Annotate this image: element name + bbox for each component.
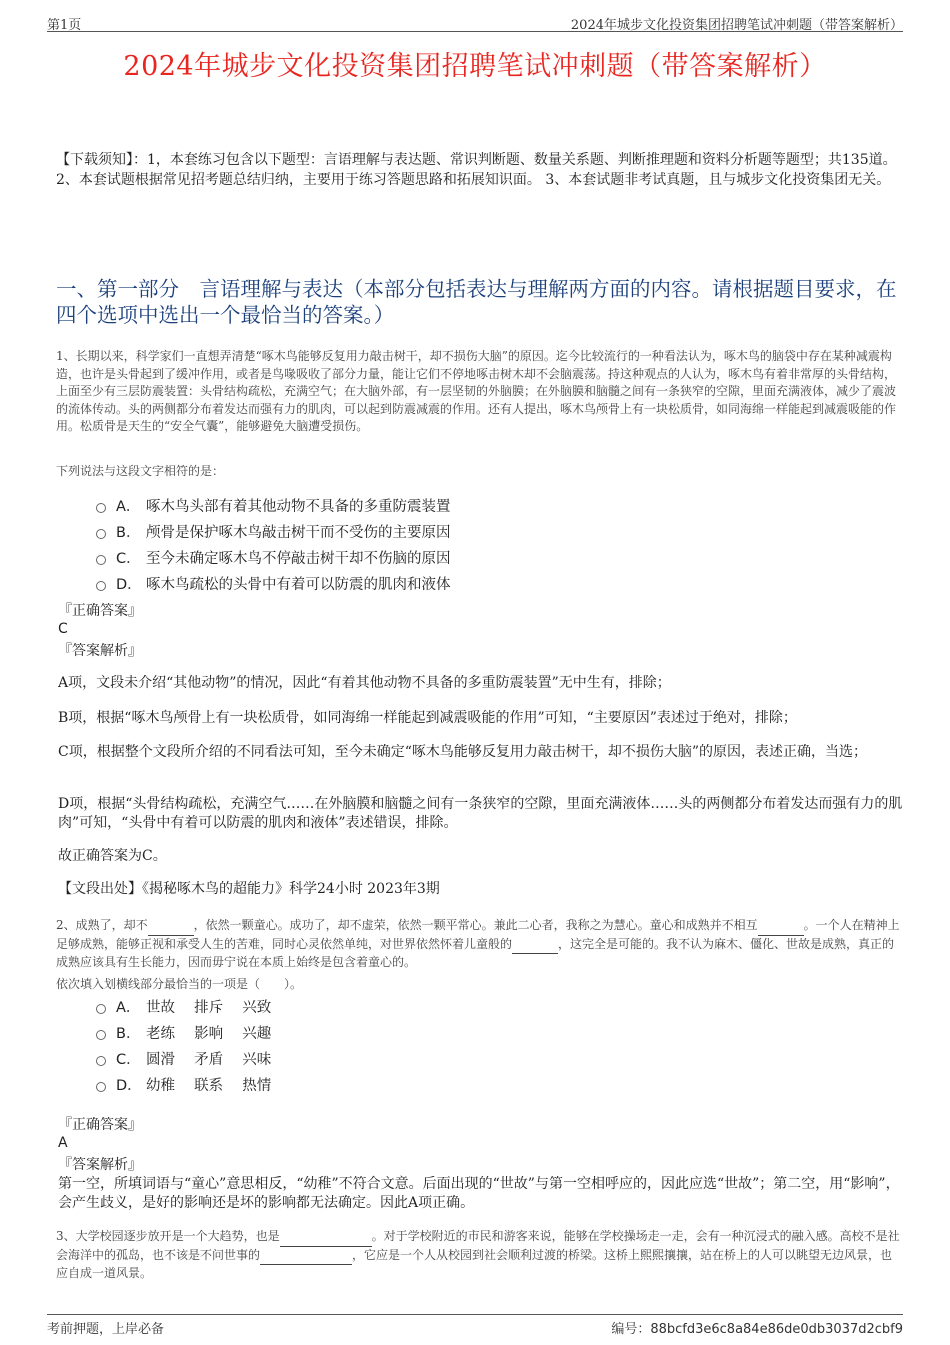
- question-2-options: [96, 995, 271, 1099]
- option-d[interactable]: D． 幼稚 联系 热情: [96, 1073, 271, 1099]
- option-a[interactable]: A． 啄木鸟头部有着其他动物不具备的多重防震装置: [96, 494, 451, 520]
- question-2-stem: 2、成熟了，却不 ，依然一颗童心。成功了，却不虚荣，依然一颗平常心。兼此二心者，我称之为慧心。童心和成熟并不相互 。一个人在精神上足够成熟，能够正视和承受人生的苦难，同时心灵依然单纯，对世界依然怀着儿童般的 ，这完全是可能的。我不认为麻木、僵化、世故是成熟，真正的成熟应该具有生长能力，因而毋宁说在本质上始终是包含着童心的。: [56, 918, 900, 969]
- question-1-options: [96, 494, 451, 598]
- document-title: 2024年城步文化投资集团招聘笔试冲刺题（带答案解析）: [123, 51, 827, 82]
- correct-answer: C: [58, 621, 68, 637]
- radio-icon[interactable]: [96, 555, 106, 565]
- footer-slogan: 考前押题，上岸必备: [47, 1322, 165, 1337]
- option-c[interactable]: C． 至今未确定啄木鸟不停敲击树干却不伤脑的原因: [96, 546, 451, 572]
- analysis-a: A项，文段未介绍“其他动物”的情况，因此“有着其他动物不具备的多重防震装置”无中生有，排除；: [58, 675, 671, 691]
- section-heading: 一、第一部分 言语理解与表达（本部分包括表达与理解两方面的内容。请根据题目要求，在四个选项中选出一个最恰当的答案。）: [56, 277, 897, 327]
- option-a[interactable]: A． 世故 排斥 兴致: [96, 995, 271, 1021]
- answer-label: 『正确答案』: [58, 1117, 142, 1133]
- radio-icon[interactable]: [96, 1030, 106, 1040]
- question-2-ask: 依次填入划横线部分最恰当的一项是（ ）。: [56, 977, 303, 991]
- question-3-stem: 3、大学校园逐步放开是一个大趋势，也是 。对于学校附近的市民和游客来说，能够在学校操场走一走，会有一种沉浸式的融入感。高校不是社会海洋中的孤岛，也不该是不问世事的 ，它应是一个人从校园到社会顺利过渡的桥梁。这桥上熙熙攘攘，站在桥上的人可以眺望无边风景，也应自成一道风景。: [56, 1229, 900, 1280]
- blank-2[interactable]: [260, 1247, 352, 1266]
- radio-icon[interactable]: [96, 1004, 106, 1014]
- answer-label: 『正确答案』: [58, 603, 142, 619]
- blank-1[interactable]: [148, 917, 194, 936]
- radio-icon[interactable]: [96, 529, 106, 539]
- question-1-ask: 下列说法与这段文字相符的是：: [56, 464, 225, 478]
- blank-2[interactable]: [758, 917, 804, 936]
- question-1-stem: 1、长期以来，科学家们一直想弄清楚“啄木鸟能够反复用力敲击树干，却不损伤大脑”的原因。迄今比较流行的一种看法认为，啄木鸟的脑袋中存在某种减震构造，也许是头骨起到了缓冲作用，或者是鸟喙吸收了部分力量，能让它们不停地啄击树木却不会脑震荡。持这种观点的人认为，啄木鸟有着非常厚的头骨结构，上面至少有三层防震装置：头骨结构疏松，充满空气；在大脑外部，有一层坚韧的外脑膜；在外脑膜和脑髓之间有一条狭窄的空隙，里面充满液体，减少了震波的流体传动。头的两侧都分布着发达而强有力的肌肉，可以起到防震减震的作用。还有人提出，啄木鸟颅骨上有一块松质骨，如同海绵一样能起到减震吸能的作用。松质骨是天生的“安全气囊”，能够避免大脑遭受损伤。: [56, 349, 897, 433]
- radio-icon[interactable]: [96, 581, 106, 591]
- download-notice: 【下载须知】：1，本套练习包含以下题型：言语理解与表达题、常识判断题、数量关系题、判断推理题和资料分析题等题型；共135道。 2、本套试题根据常见招考题总结归纳，主要用于练习答题思路和拓展知识面。 3、本套试题非考试真题，且与城步文化投资集团无关。: [56, 152, 897, 188]
- footer-code: 编号：88bcfd3e6c8a84e86de0db3037d2cbf9: [611, 1322, 903, 1337]
- analysis-d: D项，根据“头骨结构疏松，充满空气……在外脑膜和脑髓之间有一条狭窄的空隙，里面充满液体……头的两侧都分布着发达而强有力的肌肉”可知，“头骨中有着可以防震的肌肉和液体”表述错误，排除。: [58, 796, 903, 831]
- blank-1[interactable]: [280, 1228, 372, 1247]
- blank-3[interactable]: [512, 936, 558, 955]
- radio-icon[interactable]: [96, 1056, 106, 1066]
- header-doc-title: 2024年城步文化投资集团招聘笔试冲刺题（带答案解析）: [570, 18, 903, 33]
- radio-icon[interactable]: [96, 503, 106, 513]
- analysis-label: 『答案解析』: [58, 1157, 142, 1173]
- correct-answer: A: [58, 1135, 68, 1151]
- analysis-c: C项，根据整个文段所介绍的不同看法可知，至今未确定“啄木鸟能够反复用力敲击树干，却不损伤大脑”的原因，表述正确，当选；: [58, 744, 868, 760]
- option-d[interactable]: D． 啄木鸟疏松的头骨中有着可以防震的肌肉和液体: [96, 572, 451, 598]
- analysis-b: B项，根据“啄木鸟颅骨上有一块松质骨，如同海绵一样能起到减震吸能的作用”可知，“主要原因”表述过于绝对，排除；: [58, 710, 797, 726]
- analysis-conclusion: 故正确答案为C。: [58, 848, 167, 864]
- radio-icon[interactable]: [96, 1082, 106, 1092]
- text-source: 【文段出处】《揭秘啄木鸟的超能力》科学24小时 2023年3期: [58, 881, 440, 897]
- option-c[interactable]: C． 圆滑 矛盾 兴味: [96, 1047, 271, 1073]
- question-2-analysis: 第一空，所填词语与“童心”意思相反，“幼稚”不符合文意。后面出现的“世故”与第一空相呼应的，因此应选“世故”；第二空，用“影响”，会产生歧义，是好的影响还是坏的影响都无法确定。因此A项正确。: [58, 1176, 900, 1211]
- page-footer: [47, 1314, 903, 1337]
- analysis-label: 『答案解析』: [58, 643, 142, 659]
- page-number: 第1页: [47, 18, 82, 33]
- option-b[interactable]: B． 老练 影响 兴趣: [96, 1021, 271, 1047]
- option-b[interactable]: B． 颅骨是保护啄木鸟敲击树干而不受伤的主要原因: [96, 520, 451, 546]
- page-header: [47, 12, 903, 32]
